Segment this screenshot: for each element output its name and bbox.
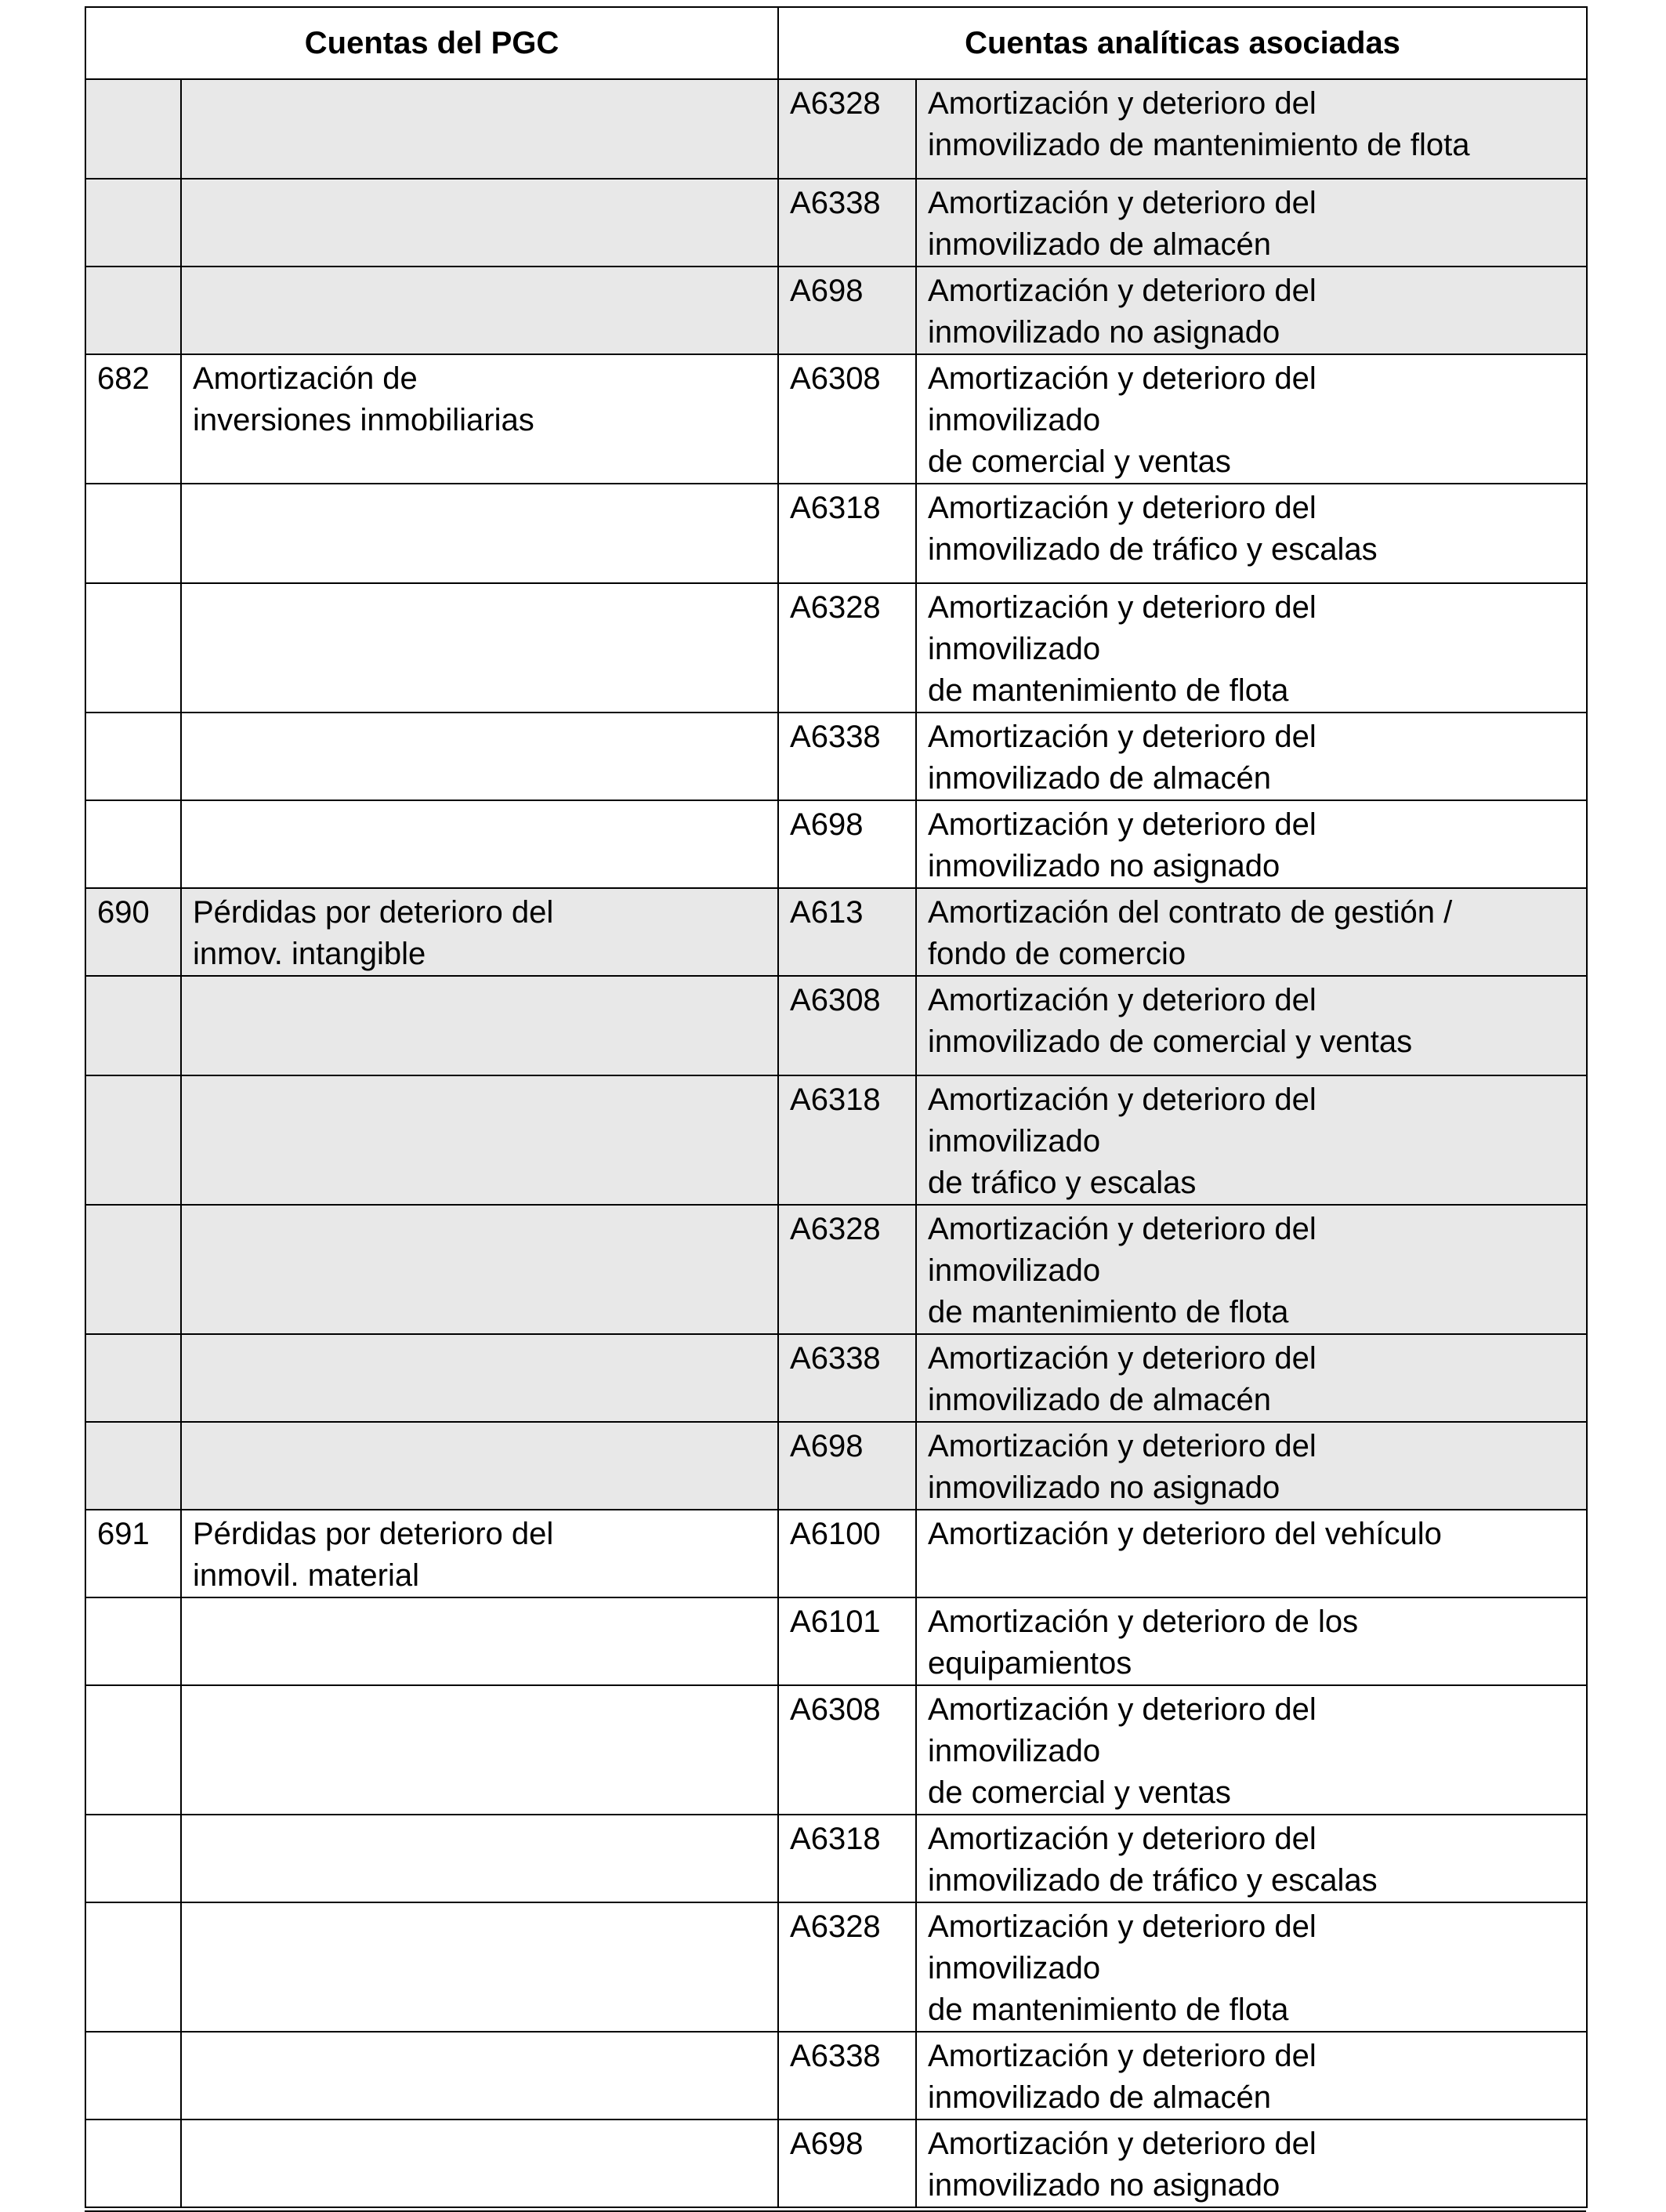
analytic-description-cell: Amortización y deterioro del inmovilizado de almacén (916, 713, 1587, 800)
table-row (85, 1334, 1587, 1422)
table-row (85, 1510, 1587, 1597)
analytic-code-cell: A698 (778, 800, 916, 888)
analytic-description-cell: Amortización y deterioro del inmovilizado de comercial y ventas (916, 1685, 1587, 1815)
analytic-description-cell: Amortización del contrato de gestión / fondo de comercio (916, 888, 1587, 976)
pgc-name-cell (181, 800, 778, 888)
analytic-code-cell: A698 (778, 1422, 916, 1510)
analytic-description-cell: Amortización y deterioro del inmovilizado de mantenimiento de flota (916, 583, 1587, 713)
analytic-code-cell: A6338 (778, 179, 916, 267)
analytic-code-cell: A6308 (778, 354, 916, 484)
table-row (85, 1902, 1587, 2032)
analytic-description-cell: Amortización y deterioro del inmovilizado de almacén (916, 2032, 1587, 2120)
analytic-description-cell: Amortización y deterioro del inmovilizado no asignado (916, 800, 1587, 888)
header-analytic-accounts: Cuentas analíticas asociadas (778, 7, 1587, 79)
pgc-code-cell (85, 2032, 181, 2120)
table-row (85, 1685, 1587, 1815)
pgc-code-cell (85, 2120, 181, 2207)
analytic-code-cell: A613 (778, 888, 916, 976)
table-row (85, 800, 1587, 888)
analytic-description-cell: Amortización y deterioro del inmovilizado de comercial y ventas (916, 976, 1587, 1075)
table-row (85, 583, 1587, 713)
analytic-description-cell: Amortización y deterioro del inmovilizado de comercial y ventas (916, 354, 1587, 484)
table-row (85, 179, 1587, 267)
pgc-name-cell (181, 484, 778, 583)
pgc-name-cell (181, 2032, 778, 2120)
pgc-code-cell (85, 1075, 181, 1205)
table-row (85, 2120, 1587, 2207)
table-row (85, 484, 1587, 583)
table-row (85, 2032, 1587, 2120)
accounts-table (85, 6, 1588, 2208)
table-header-row (85, 7, 1587, 79)
analytic-description-cell: Amortización y deterioro del inmovilizado de mantenimiento de flota (916, 79, 1587, 179)
pgc-code-cell (85, 267, 181, 354)
header-pgc-accounts: Cuentas del PGC (85, 7, 778, 79)
table-body (85, 79, 1587, 2207)
analytic-code-cell: A6308 (778, 1685, 916, 1815)
pgc-code-cell (85, 1597, 181, 1685)
pgc-name-cell (181, 976, 778, 1075)
pgc-name-cell (181, 1597, 778, 1685)
pgc-name-cell (181, 2120, 778, 2207)
analytic-code-cell: A6338 (778, 2032, 916, 2120)
analytic-description-cell: Amortización y deterioro del vehículo (916, 1510, 1587, 1597)
analytic-code-cell: A6308 (778, 976, 916, 1075)
pgc-code-cell (85, 484, 181, 583)
pgc-name-cell (181, 583, 778, 713)
table-row (85, 1422, 1587, 1510)
table-row (85, 888, 1587, 976)
table-row (85, 713, 1587, 800)
analytic-description-cell: Amortización y deterioro del inmovilizado no asignado (916, 2120, 1587, 2207)
pgc-code-cell (85, 1205, 181, 1334)
pgc-name-cell (181, 1075, 778, 1205)
analytic-description-cell: Amortización y deterioro del inmovilizado de almacén (916, 1334, 1587, 1422)
analytic-code-cell: A6328 (778, 1205, 916, 1334)
pgc-code-cell (85, 1902, 181, 2032)
pgc-code-cell (85, 583, 181, 713)
pgc-code-cell (85, 1815, 181, 1902)
pgc-name-cell (181, 179, 778, 267)
pgc-code-cell: 690 (85, 888, 181, 976)
pgc-code-cell (85, 713, 181, 800)
pgc-name-cell (181, 1422, 778, 1510)
pgc-name-cell (181, 267, 778, 354)
analytic-code-cell: A698 (778, 2120, 916, 2207)
analytic-description-cell: Amortización y deterioro del inmovilizado no asignado (916, 267, 1587, 354)
table-row (85, 1597, 1587, 1685)
pgc-name-cell (181, 1902, 778, 2032)
analytic-code-cell: A6328 (778, 583, 916, 713)
table-row (85, 79, 1587, 179)
analytic-code-cell: A6328 (778, 1902, 916, 2032)
pgc-code-cell: 682 (85, 354, 181, 484)
pgc-name-cell (181, 1815, 778, 1902)
table-row (85, 1205, 1587, 1334)
pgc-name-cell: Amortización de inversiones inmobiliarias (181, 354, 778, 484)
pgc-code-cell: 691 (85, 1510, 181, 1597)
pgc-name-cell (181, 1334, 778, 1422)
table-row (85, 267, 1587, 354)
analytic-code-cell: A6318 (778, 484, 916, 583)
analytic-description-cell: Amortización y deterioro del inmovilizado de almacén (916, 179, 1587, 267)
pgc-code-cell (85, 800, 181, 888)
analytic-code-cell: A6338 (778, 713, 916, 800)
analytic-code-cell: A6101 (778, 1597, 916, 1685)
analytic-description-cell: Amortización y deterioro del inmovilizado no asignado (916, 1422, 1587, 1510)
analytic-description-cell: Amortización y deterioro del inmovilizado de tráfico y escalas (916, 1075, 1587, 1205)
pgc-code-cell (85, 976, 181, 1075)
analytic-code-cell: A6318 (778, 1075, 916, 1205)
analytic-description-cell: Amortización y deterioro del inmovilizado de mantenimiento de flota (916, 1902, 1587, 2032)
analytic-code-cell: A6318 (778, 1815, 916, 1902)
pgc-name-cell (181, 79, 778, 179)
analytic-code-cell: A6100 (778, 1510, 916, 1597)
pgc-code-cell (85, 1685, 181, 1815)
pgc-code-cell (85, 179, 181, 267)
pgc-name-cell (181, 1205, 778, 1334)
pgc-code-cell (85, 1422, 181, 1510)
analytic-description-cell: Amortización y deterioro del inmovilizado de mantenimiento de flota (916, 1205, 1587, 1334)
pgc-name-cell (181, 713, 778, 800)
pgc-name-cell: Pérdidas por deterioro del inmov. intangible (181, 888, 778, 976)
pgc-code-cell (85, 79, 181, 179)
analytic-description-cell: Amortización y deterioro de los equipamientos (916, 1597, 1587, 1685)
analytic-code-cell: A6328 (778, 79, 916, 179)
analytic-description-cell: Amortización y deterioro del inmovilizado de tráfico y escalas (916, 484, 1587, 583)
pgc-name-cell (181, 1685, 778, 1815)
table-row (85, 976, 1587, 1075)
table-row (85, 1075, 1587, 1205)
analytic-description-cell: Amortización y deterioro del inmovilizado de tráfico y escalas (916, 1815, 1587, 1902)
pgc-code-cell (85, 1334, 181, 1422)
analytic-code-cell: A6338 (778, 1334, 916, 1422)
table-row (85, 354, 1587, 484)
analytic-code-cell: A698 (778, 267, 916, 354)
table-row (85, 1815, 1587, 1902)
pgc-name-cell: Pérdidas por deterioro del inmovil. material (181, 1510, 778, 1597)
